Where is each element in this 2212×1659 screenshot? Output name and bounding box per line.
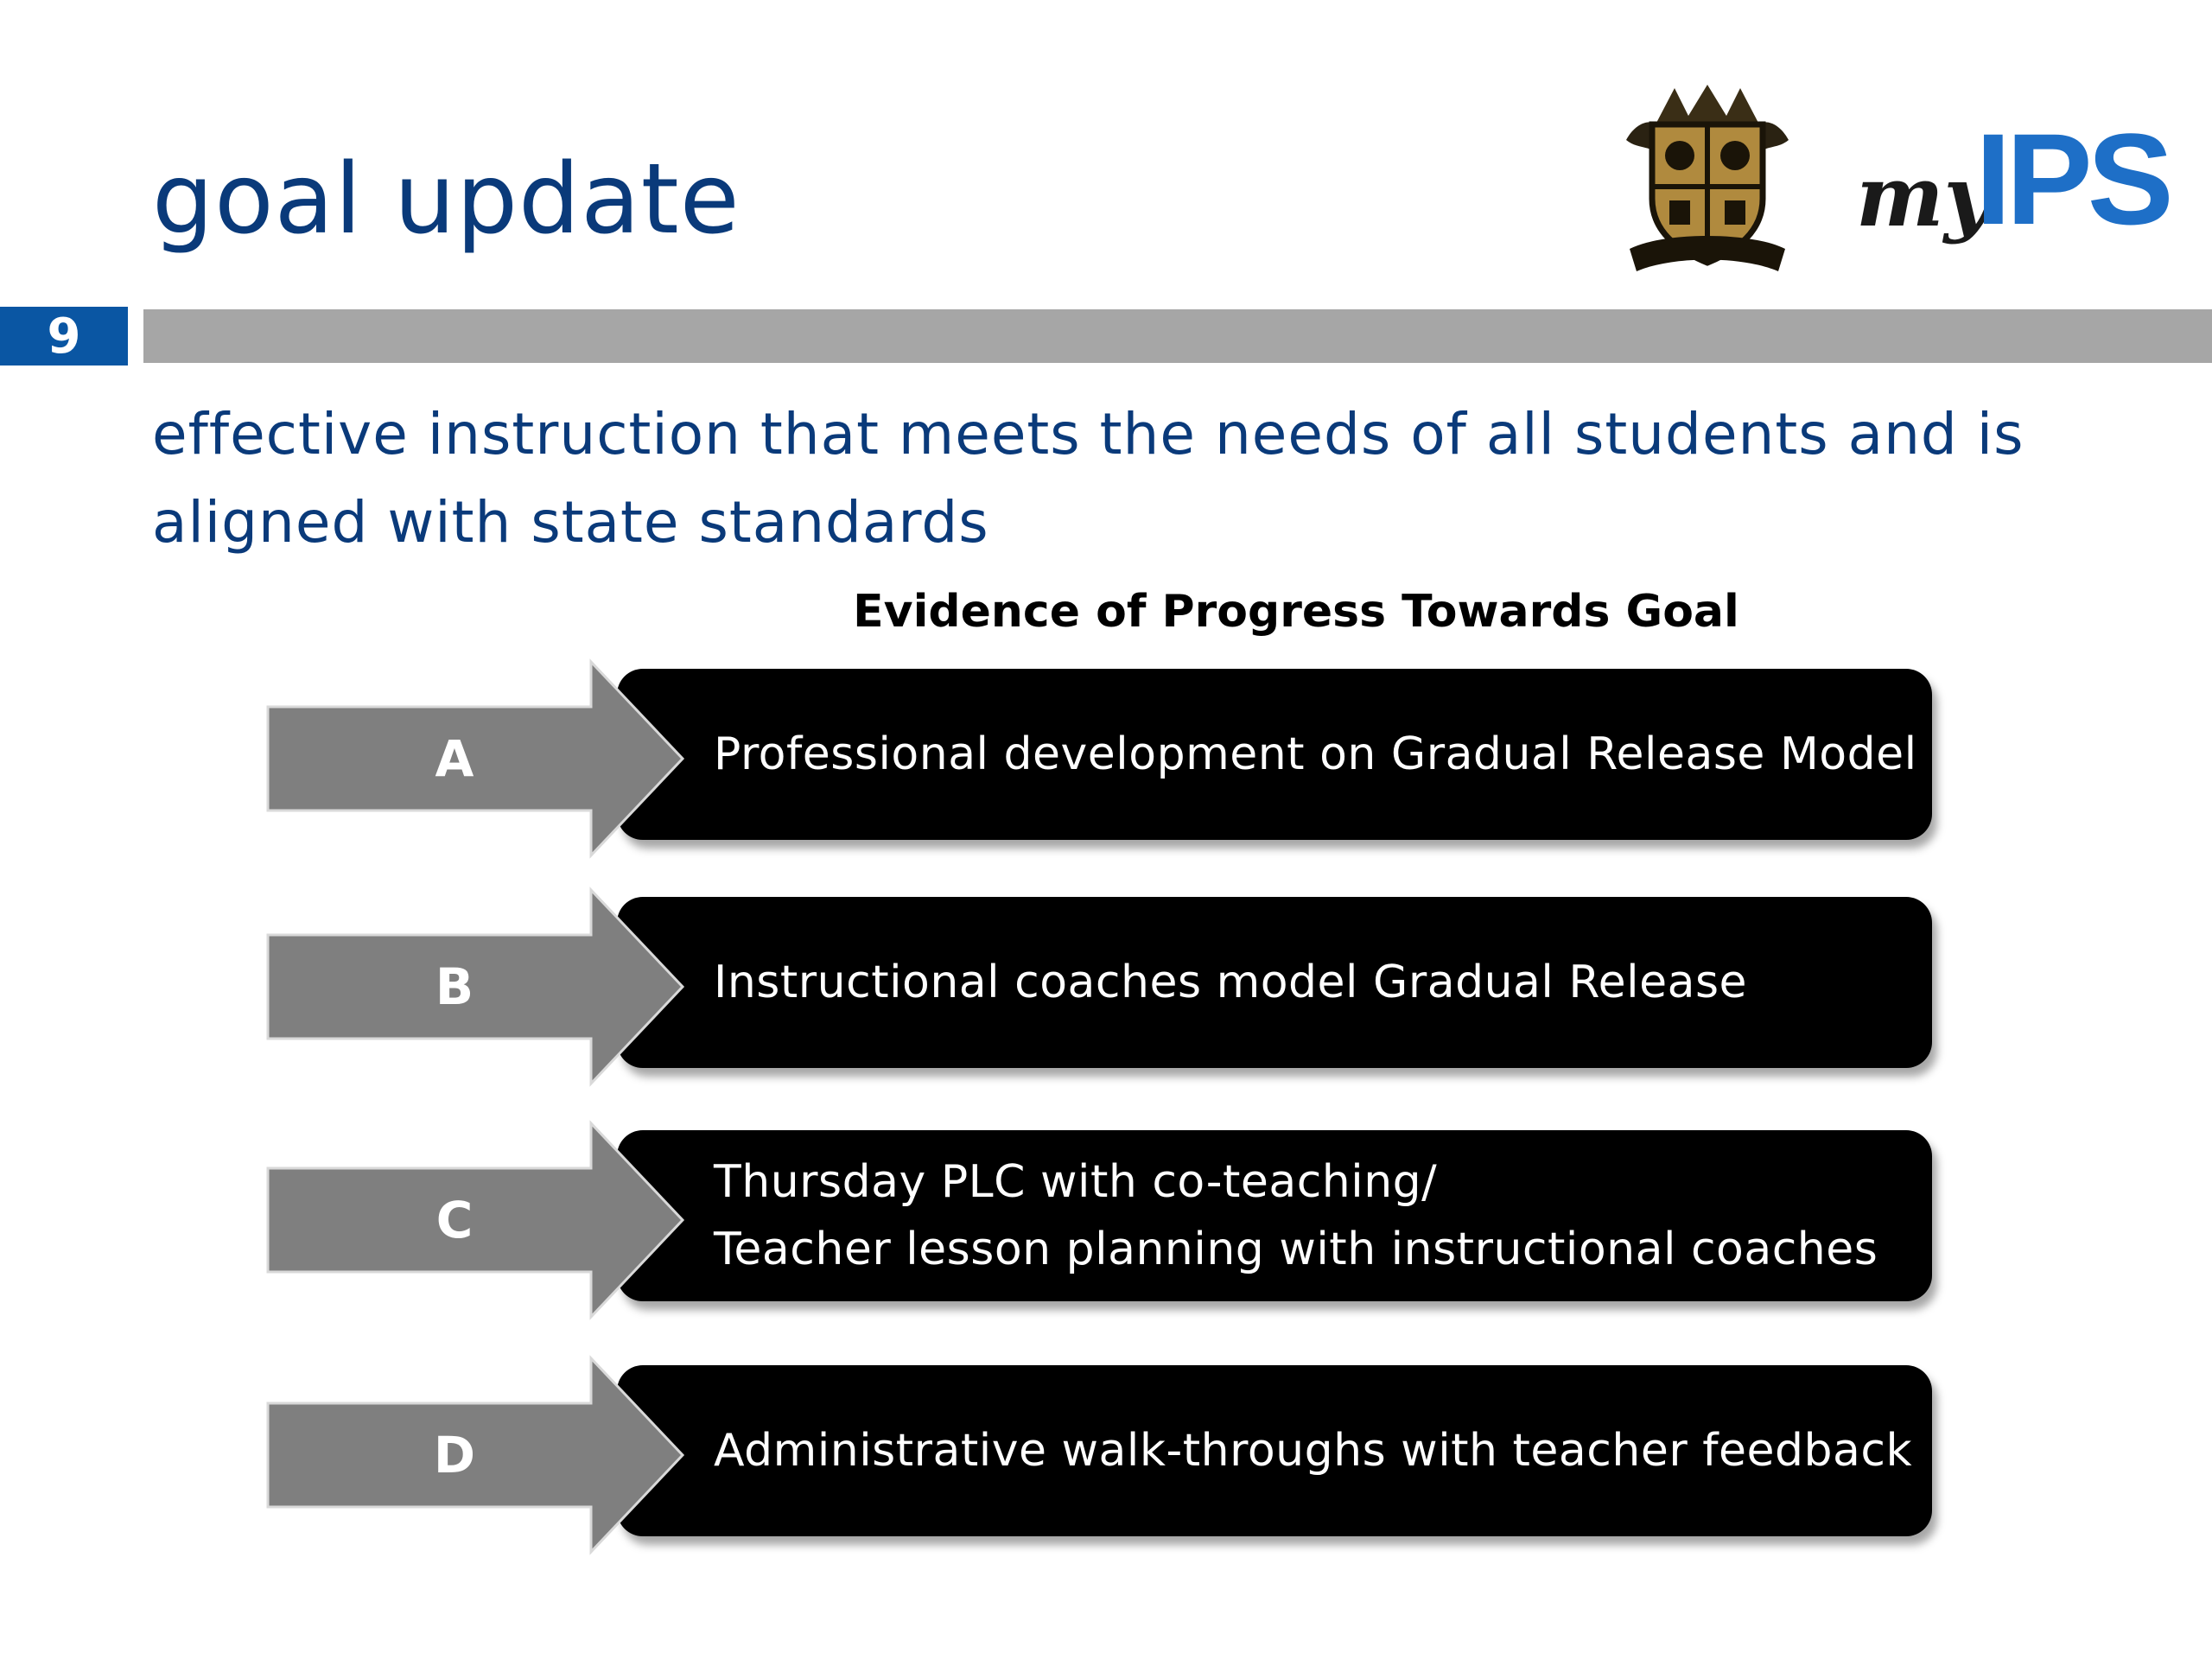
- evidence-text: [714, 949, 1747, 1016]
- evidence-item: [0, 1123, 2212, 1317]
- evidence-line: Teacher lesson planning with instructional coaches: [714, 1224, 1878, 1275]
- evidence-text: [714, 1417, 1912, 1484]
- logo-my-text: my: [1856, 148, 1993, 245]
- header-bar: [143, 309, 2212, 363]
- evidence-line: Instructional coaches model Gradual Release: [714, 957, 1748, 1008]
- goal-statement: effective instruction that meets the needs of all students and is aligned with state standards: [152, 401, 2024, 556]
- slide-title: goal update: [152, 143, 741, 256]
- slide-number: 9: [0, 307, 128, 365]
- evidence-heading: Evidence of Progress Towards Goal: [853, 586, 1739, 638]
- item-letter: A: [435, 729, 474, 788]
- evidence-box: [617, 897, 1932, 1068]
- item-letter: C: [435, 1191, 474, 1249]
- evidence-item: [0, 1358, 2212, 1552]
- school-crest-icon: [1621, 79, 1794, 280]
- evidence-text: [714, 1148, 1878, 1283]
- evidence-box: [617, 1130, 1932, 1301]
- evidence-text: [714, 721, 1917, 788]
- evidence-item: [0, 662, 2212, 855]
- logo-ips-text: IPS: [1975, 106, 2169, 251]
- evidence-box: [617, 1365, 1932, 1536]
- item-letter: D: [433, 1426, 476, 1484]
- myips-logo: [1856, 106, 2169, 275]
- evidence-box: [617, 669, 1932, 840]
- evidence-item: [0, 890, 2212, 1084]
- evidence-line: Professional development on Gradual Release Model: [714, 728, 1917, 780]
- evidence-line: Administrative walk-throughs with teacher feedback: [714, 1425, 1913, 1477]
- evidence-line: Thursday PLC with co-teaching/: [714, 1156, 1438, 1208]
- item-letter: B: [435, 957, 474, 1016]
